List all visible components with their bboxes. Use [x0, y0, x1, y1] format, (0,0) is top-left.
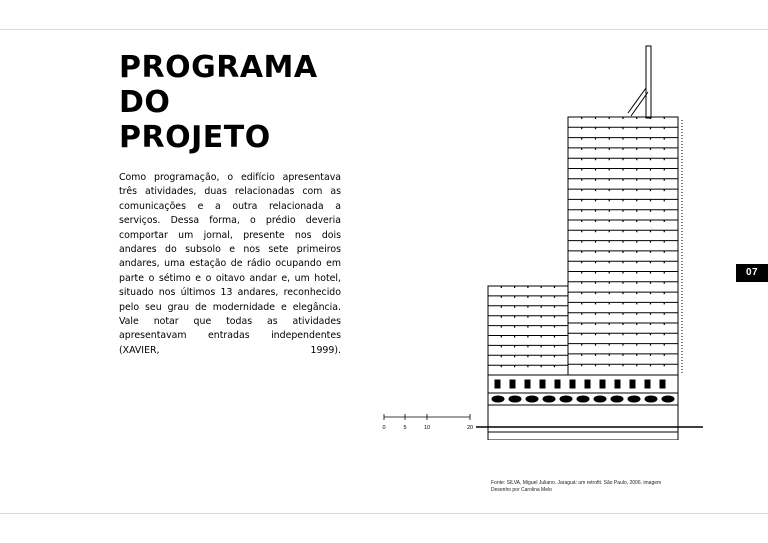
ground-arch — [526, 396, 538, 402]
base-opening — [510, 380, 515, 388]
base-opening — [555, 380, 560, 388]
scale-label-5: 5 — [403, 425, 407, 431]
ground-arch — [645, 396, 657, 402]
ground-arch — [611, 396, 623, 402]
ground-arch — [594, 396, 606, 402]
ground-arch — [492, 396, 504, 402]
title-line-3: PROJETO — [119, 120, 271, 155]
base-opening — [495, 380, 500, 388]
body-paragraph: Como programação, o edifício apresentava três atividades, duas relacionadas com as comunicações e a outra relacionada a serviços. Dessa forma, o prédio deveria comportar um jornal, presente nos dois andares do subsolo e nos sete primeiros andares, uma estação de rádio ocupando em parte o sétimo e o oitavo andar e, um hotel, situado nos últimos 13 andares, reconhecido pelo seu grau de modernidade e elegância. Vale notar que todas as atividades apresentavam entradas independentes (XAVIER, 1999). — [119, 172, 341, 356]
title-line-1: PROGRAMA — [119, 50, 318, 85]
antenna-mast — [646, 46, 651, 118]
bottom-rule — [0, 513, 768, 514]
base-opening — [660, 380, 665, 388]
building-elevation-drawing — [378, 40, 708, 440]
ground-arch — [543, 396, 555, 402]
title-line-2: DO — [119, 85, 171, 120]
ground-arch — [662, 396, 674, 402]
base-opening — [630, 380, 635, 388]
base-opening — [615, 380, 620, 388]
base-opening — [645, 380, 650, 388]
ground-arch — [560, 396, 572, 402]
caption-credit: Desenho por Carolina Melo — [491, 487, 552, 493]
scale-label-10: 10 — [423, 425, 431, 431]
figure-caption — [491, 480, 671, 494]
base-opening — [570, 380, 575, 388]
ground-arch — [577, 396, 589, 402]
base-opening — [525, 380, 530, 388]
base-opening — [600, 380, 605, 388]
podium-outline — [488, 286, 568, 375]
ground-arch — [509, 396, 521, 402]
tower-outline — [568, 117, 678, 375]
scale-label-0: 0 — [382, 425, 386, 431]
antenna-brace — [628, 88, 646, 113]
scale-bar — [382, 414, 473, 431]
basement-outline — [488, 405, 678, 440]
top-rule — [0, 29, 768, 30]
antenna-brace — [631, 92, 648, 116]
page-number-badge: 07 — [736, 264, 768, 282]
base-opening — [540, 380, 545, 388]
ground-arch — [628, 396, 640, 402]
caption-source: Fonte: SILVA, Miguel Juliano. Jaraguá: um retrofit. São Paulo, 2006. imagem — [491, 480, 662, 486]
base-opening — [585, 380, 590, 388]
scale-label-20: 20 — [466, 425, 474, 431]
page-title — [119, 50, 349, 155]
